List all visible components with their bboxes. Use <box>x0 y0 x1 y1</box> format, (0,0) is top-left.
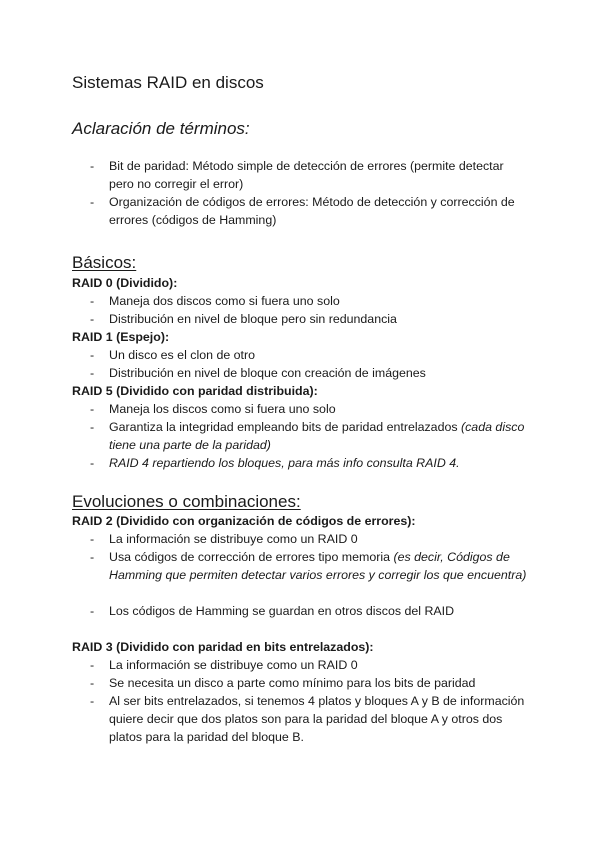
list-item-text-plain: Garantiza la integridad empleando bits de paridad entrelazados <box>109 420 461 434</box>
bullet-dash: - <box>90 366 95 380</box>
list-item-text: Maneja los discos como si fuera uno solo <box>109 402 336 416</box>
list-item-text-plain: Usa códigos de corrección de errores tipo memoria <box>109 550 394 564</box>
bullet-dash: - <box>90 694 95 708</box>
bullet-dash: - <box>90 312 95 326</box>
bullet-dash: - <box>90 420 95 434</box>
list-item-text: Maneja dos discos como si fuera uno solo <box>109 294 340 308</box>
list-item-text-italic: (cada disco tiene una parte de la paridad) <box>109 420 525 452</box>
list-item-text: Distribución en nivel de bloque pero sin redundancia <box>109 312 397 326</box>
list-item-text: Organización de códigos de errores: Método de detección y corrección de errores (códigos de Hamming) <box>109 195 515 227</box>
list-item-text: RAID 4 repartiendo los bloques, para más info consulta RAID 4. <box>109 456 460 470</box>
bullet-dash: - <box>90 348 95 362</box>
bullet-dash: - <box>90 604 95 618</box>
document-title: Sistemas RAID en discos <box>72 73 264 92</box>
raid0-title: RAID 0 (Dividido): <box>72 276 178 290</box>
list-item-text <box>109 548 529 584</box>
bullet-dash: - <box>90 294 95 308</box>
raid5-title: RAID 5 (Dividido con paridad distribuida): <box>72 384 318 398</box>
raid3-title: RAID 3 (Dividido con paridad en bits entrelazados): <box>72 640 374 654</box>
bullet-dash: - <box>90 676 95 690</box>
evoluciones-heading: Evoluciones o combinaciones: <box>72 492 301 511</box>
list-item-text: Los códigos de Hamming se guardan en otros discos del RAID <box>109 604 455 618</box>
list-item-text: La información se distribuye como un RAID 0 <box>109 658 358 672</box>
list-item-text: Bit de paridad: Método simple de detección de errores (permite detectar pero no corregir el error) <box>109 159 504 191</box>
list-item-text <box>109 418 529 454</box>
aclaracion-heading: Aclaración de términos: <box>72 119 250 138</box>
list-item-text: Un disco es el clon de otro <box>109 348 256 362</box>
bullet-dash: - <box>90 550 95 564</box>
list-item-text: La información se distribuye como un RAID 0 <box>109 532 358 546</box>
bullet-dash: - <box>90 456 95 470</box>
basicos-heading: Básicos: <box>72 253 137 272</box>
raid2-title: RAID 2 (Dividido con organización de códigos de errores): <box>72 514 416 528</box>
list-item-text-italic: (es decir, Códigos de Hamming que permiten detectar varios errores y corregir los que encuentra) <box>109 550 527 582</box>
bullet-dash: - <box>90 402 95 416</box>
list-item-text: Al ser bits entrelazados, si tenemos 4 platos y bloques A y B de información quiere decir que dos platos son para la paridad del bloque A y otros dos platos para la paridad del bloque B. <box>109 694 525 744</box>
list-item-text: Se necesita un disco a parte como mínimo para los bits de paridad <box>109 676 476 690</box>
bullet-dash: - <box>90 159 95 173</box>
list-item-text: Distribución en nivel de bloque con creación de imágenes <box>109 366 426 380</box>
bullet-dash: - <box>90 658 95 672</box>
raid1-title: RAID 1 (Espejo): <box>72 330 170 344</box>
bullet-dash: - <box>90 532 95 546</box>
bullet-dash: - <box>90 195 95 209</box>
